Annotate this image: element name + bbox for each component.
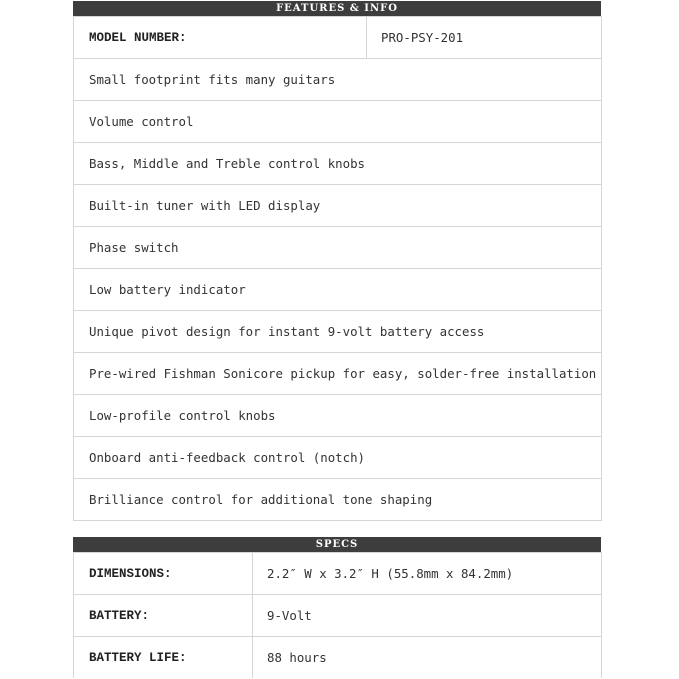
feature-row xyxy=(74,269,601,311)
feature-item: Onboard anti-feedback control (notch) xyxy=(89,450,366,465)
feature-item: Volume control xyxy=(89,114,194,129)
feature-item: Pre-wired Fishman Sonicore pickup for easy, solder-free installation xyxy=(89,366,597,381)
feature-row xyxy=(74,185,601,227)
spec-label: BATTERY LIFE: xyxy=(74,637,253,678)
specs-section-title: SPECS xyxy=(73,537,601,552)
feature-row xyxy=(74,101,601,143)
feature-item: Brilliance control for additional tone shaping xyxy=(89,492,433,507)
feature-item: Bass, Middle and Treble control knobs xyxy=(89,156,366,171)
spec-row-battery-life xyxy=(74,637,601,678)
feature-row xyxy=(74,395,601,437)
features-section-title: FEATURES & INFO xyxy=(73,1,601,16)
feature-item: Unique pivot design for instant 9-volt battery access xyxy=(89,324,485,339)
spec-label: BATTERY: xyxy=(74,595,253,636)
feature-item: Low battery indicator xyxy=(89,282,246,297)
spec-row-dimensions xyxy=(74,553,601,595)
model-number-row xyxy=(74,17,601,59)
feature-item: Built-in tuner with LED display xyxy=(89,198,321,213)
features-table xyxy=(73,16,602,521)
feature-row xyxy=(74,143,601,185)
spec-value: 2.2″ W x 3.2″ H (55.8mm x 84.2mm) xyxy=(267,566,514,581)
feature-item: Low-profile control knobs xyxy=(89,408,276,423)
feature-row xyxy=(74,59,601,101)
feature-row xyxy=(74,353,601,395)
feature-row xyxy=(74,479,601,520)
specs-table xyxy=(73,552,602,678)
spec-value: 9-Volt xyxy=(267,608,312,623)
model-number-label: MODEL NUMBER: xyxy=(74,17,367,58)
feature-row xyxy=(74,227,601,269)
feature-row xyxy=(74,437,601,479)
feature-item: Small footprint fits many guitars xyxy=(89,72,336,87)
spec-label: DIMENSIONS: xyxy=(74,553,253,594)
model-number-value: PRO-PSY-201 xyxy=(381,30,464,45)
spec-value: 88 hours xyxy=(267,650,327,665)
spec-row-battery xyxy=(74,595,601,637)
feature-item: Phase switch xyxy=(89,240,179,255)
feature-row xyxy=(74,311,601,353)
